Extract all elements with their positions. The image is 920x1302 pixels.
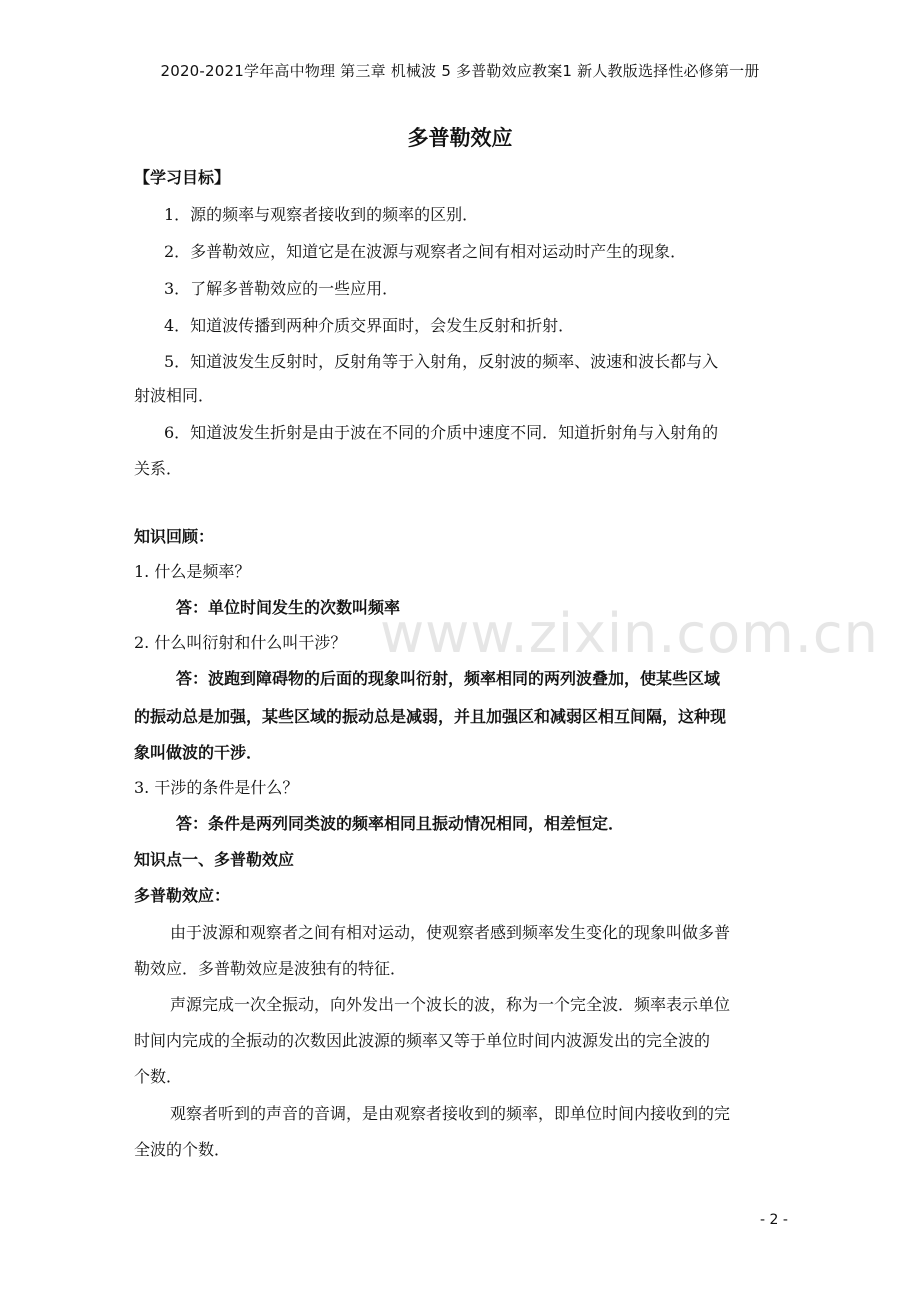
- review-question-2: 2. 什么叫衍射和什么叫干涉？: [134, 633, 347, 652]
- document-header: 2020-2021学年高中物理 第三章 机械波 5 多普勒效应教案1 新人教版选择性必修第一册: [160, 62, 760, 80]
- section-paragraph-cont: 个数．: [134, 1067, 183, 1086]
- section-heading: 知识点一、多普勒效应: [134, 850, 295, 869]
- review-heading: 知识回顾：: [134, 527, 215, 546]
- review-answer-1: 答：单位时间发生的次数叫频率: [176, 598, 401, 617]
- objective-item: 6．知道波发生折射是由于波在不同的介质中速度不同．知道折射角与入射角的: [164, 423, 719, 442]
- section-subheading: 多普勒效应：: [134, 886, 231, 905]
- objective-item-cont: 射波相同．: [134, 386, 215, 405]
- objective-item: 4．知道波传播到两种介质交界面时，会发生反射和折射．: [164, 316, 575, 335]
- section-paragraph-cont: 全波的个数．: [134, 1140, 231, 1159]
- review-answer-2: 答：波跑到障碍物的后面的现象叫衍射，频率相同的两列波叠加，使某些区域: [176, 669, 721, 688]
- review-answer-2-cont: 象叫做波的干涉．: [134, 743, 263, 762]
- review-question-3: 3. 干涉的条件是什么？: [134, 778, 299, 797]
- review-answer-3: 答：条件是两列同类波的频率相同且振动情况相同，相差恒定．: [176, 814, 625, 833]
- section-paragraph: 由于波源和观察者之间有相对运动，使观察者感到频率发生变化的现象叫做多普: [170, 923, 731, 942]
- section-paragraph: 声源完成一次全振动，向外发出一个波长的波，称为一个完全波．频率表示单位: [170, 995, 731, 1014]
- review-answer-2-cont: 的振动总是加强，某些区域的振动总是减弱，并且加强区和减弱区相互间隔，这种现: [134, 707, 727, 726]
- objective-item: 3．了解多普勒效应的一些应用．: [164, 279, 399, 298]
- section-paragraph: 观察者听到的声音的音调，是由观察者接收到的频率，即单位时间内接收到的完: [170, 1104, 731, 1123]
- watermark: www.zixin.com.cn: [380, 602, 879, 665]
- page-number: - 2 -: [760, 1212, 788, 1228]
- objective-item: 1．源的频率与观察者接收到的频率的区别．: [164, 205, 479, 224]
- objective-item-cont: 关系．: [134, 459, 183, 478]
- section-paragraph-cont: 时间内完成的全振动的次数因此波源的频率又等于单位时间内波源发出的完全波的: [134, 1031, 711, 1050]
- section-paragraph-cont: 勒效应．多普勒效应是波独有的特征．: [134, 959, 407, 978]
- objectives-heading: 【学习目标】: [134, 168, 231, 187]
- objective-item: 5．知道波发生反射时，反射角等于入射角，反射波的频率、波速和波长都与入: [164, 352, 719, 371]
- page-title: 多普勒效应: [407, 125, 513, 150]
- review-question-1: 1. 什么是频率？: [134, 562, 251, 581]
- objective-item: 2．多普勒效应，知道它是在波源与观察者之间有相对运动时产生的现象．: [164, 242, 687, 261]
